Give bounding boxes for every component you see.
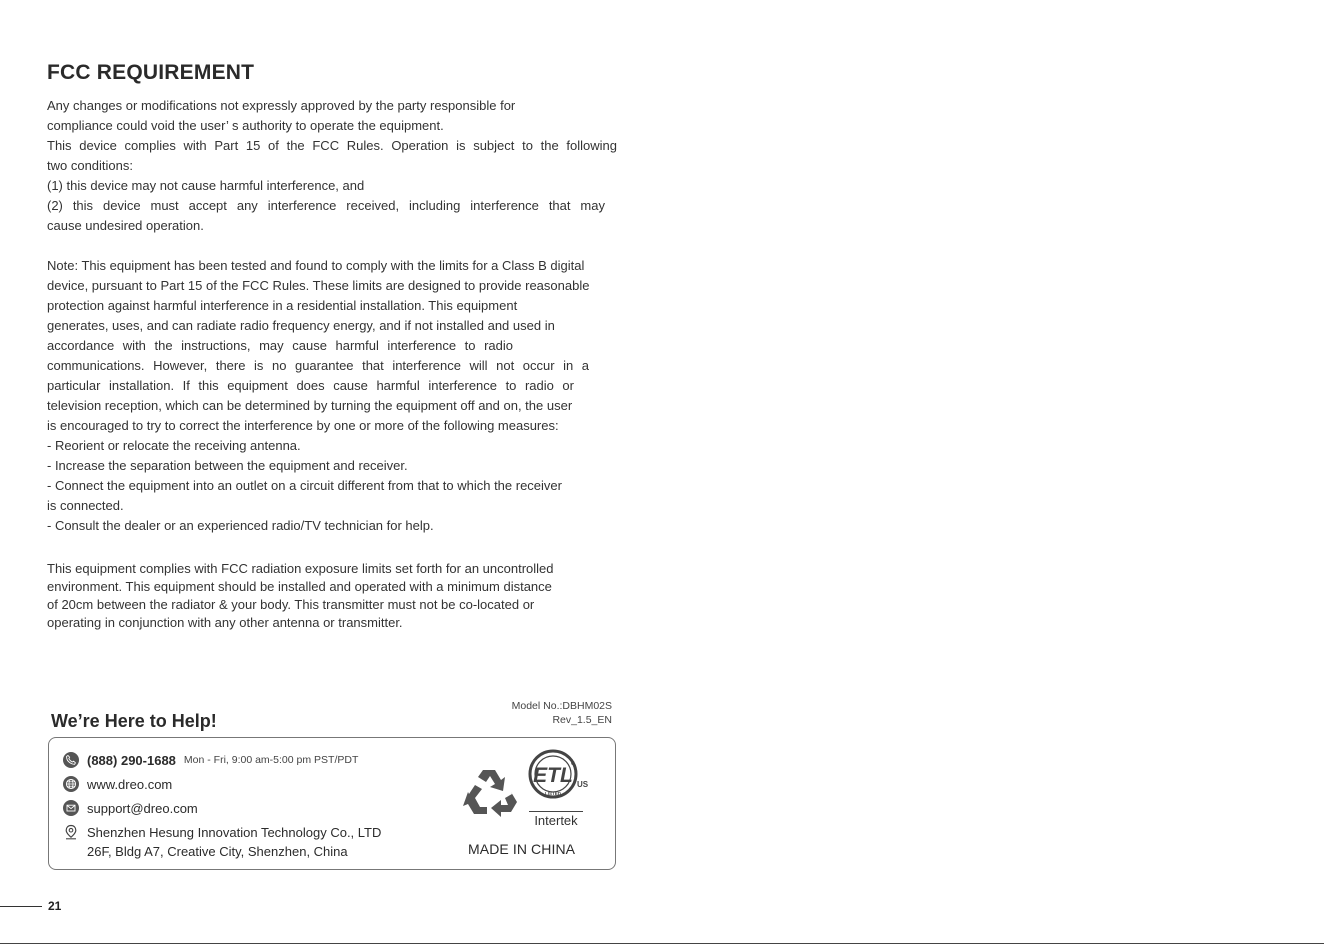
- page-title: FCC REQUIREMENT: [47, 61, 255, 84]
- text-line: cause undesired operation.: [47, 218, 204, 233]
- location-pin-icon: [63, 824, 79, 840]
- model-info: [512, 699, 612, 727]
- etl-text: ETL: [533, 764, 573, 787]
- text-line: Note: This equipment has been tested and found to comply with the limits for a Class B digital: [47, 258, 585, 273]
- etl-us-text: US: [577, 780, 589, 789]
- text-line: generates, uses, and can radiate radio frequency energy, and if not installed and used in: [47, 318, 555, 333]
- globe-icon: [63, 776, 79, 792]
- text-line: environment. This equipment should be installed and operated with a minimum distance: [47, 579, 552, 594]
- email-row: [63, 800, 198, 816]
- made-in-label: MADE IN CHINA: [468, 841, 576, 857]
- text-line: is encouraged to try to correct the interference by one or more of the following measures:: [47, 418, 559, 433]
- text-line: device, pursuant to Part 15 of the FCC Rules. These limits are designed to provide reasonable: [47, 278, 590, 293]
- etl-c-text: C: [571, 761, 575, 767]
- fcc-note-paragraph: [47, 256, 617, 536]
- text-line: communications. However, there is no guarantee that interference will not occur in a: [47, 358, 589, 373]
- contact-box: [48, 737, 616, 870]
- fcc-exposure-paragraph: [47, 560, 617, 632]
- bottom-divider: [0, 943, 1324, 944]
- phone-row: [63, 752, 358, 768]
- text-line: (2) this device must accept any interference received, including interference that may: [47, 198, 605, 213]
- phone-number: (888) 290-1688: [87, 752, 176, 768]
- text-line: is connected.: [47, 498, 124, 513]
- model-number: Model No.:DBHM02S: [511, 700, 612, 712]
- website-row: [63, 776, 172, 792]
- page-number: 21: [48, 899, 62, 913]
- website-link[interactable]: www.dreo.com: [87, 776, 173, 792]
- fcc-paragraph-1: [47, 96, 617, 236]
- text-line: protection against harmful interference in a residential installation. This equipment: [47, 298, 518, 313]
- recycle-icon: [461, 764, 521, 824]
- email-link[interactable]: support@dreo.com: [87, 800, 198, 816]
- revision: Rev_1.5_EN: [552, 714, 612, 726]
- company-name: Shenzhen Hesung Innovation Technology Co., LTD: [87, 824, 382, 840]
- support-hours: Mon - Fri, 9:00 am-5:00 pm PST/PDT: [183, 754, 359, 766]
- mail-icon: [63, 800, 79, 816]
- page-number-rule: [0, 906, 42, 907]
- text-line: television reception, which can be determined by turning the equipment off and on, the user: [47, 398, 573, 413]
- text-line: two conditions:: [47, 158, 133, 173]
- text-line: particular installation. If this equipment does cause harmful interference to radio or: [47, 378, 574, 393]
- text-line: This device complies with Part 15 of the FCC Rules. Operation is subject to the following: [47, 138, 617, 153]
- text-line: Any changes or modifications not expressly approved by the party responsible for: [47, 98, 516, 113]
- help-title: We’re Here to Help!: [51, 711, 217, 731]
- intertek-label: Intertek: [529, 811, 583, 828]
- company-address: 26F, Bldg A7, Creative City, Shenzhen, China: [87, 844, 348, 859]
- text-line: operating in conjunction with any other antenna or transmitter.: [47, 615, 403, 630]
- company-row: [63, 824, 381, 840]
- list-item: - Reorient or relocate the receiving antenna.: [47, 438, 301, 453]
- address-row: [87, 844, 348, 859]
- list-item: - Connect the equipment into an outlet on a circuit different from that to which the receiver: [47, 478, 562, 493]
- text-line: This equipment complies with FCC radiation exposure limits set forth for an uncontrolled: [47, 561, 554, 576]
- list-item: - Increase the separation between the equipment and receiver.: [47, 458, 408, 473]
- phone-icon: [63, 752, 79, 768]
- text-line: (1) this device may not cause harmful interference, and: [47, 178, 365, 193]
- text-line: of 20cm between the radiator & your body. This transmitter must not be co-located or: [47, 597, 535, 612]
- etl-listed-text: LISTED: [544, 791, 562, 796]
- etl-listed-mark: [527, 748, 589, 808]
- text-line: accordance with the instructions, may cause harmful interference to radio: [47, 338, 513, 353]
- list-item: - Consult the dealer or an experienced radio/TV technician for help.: [47, 518, 434, 533]
- text-line: compliance could void the user’ s authority to operate the equipment.: [47, 118, 444, 133]
